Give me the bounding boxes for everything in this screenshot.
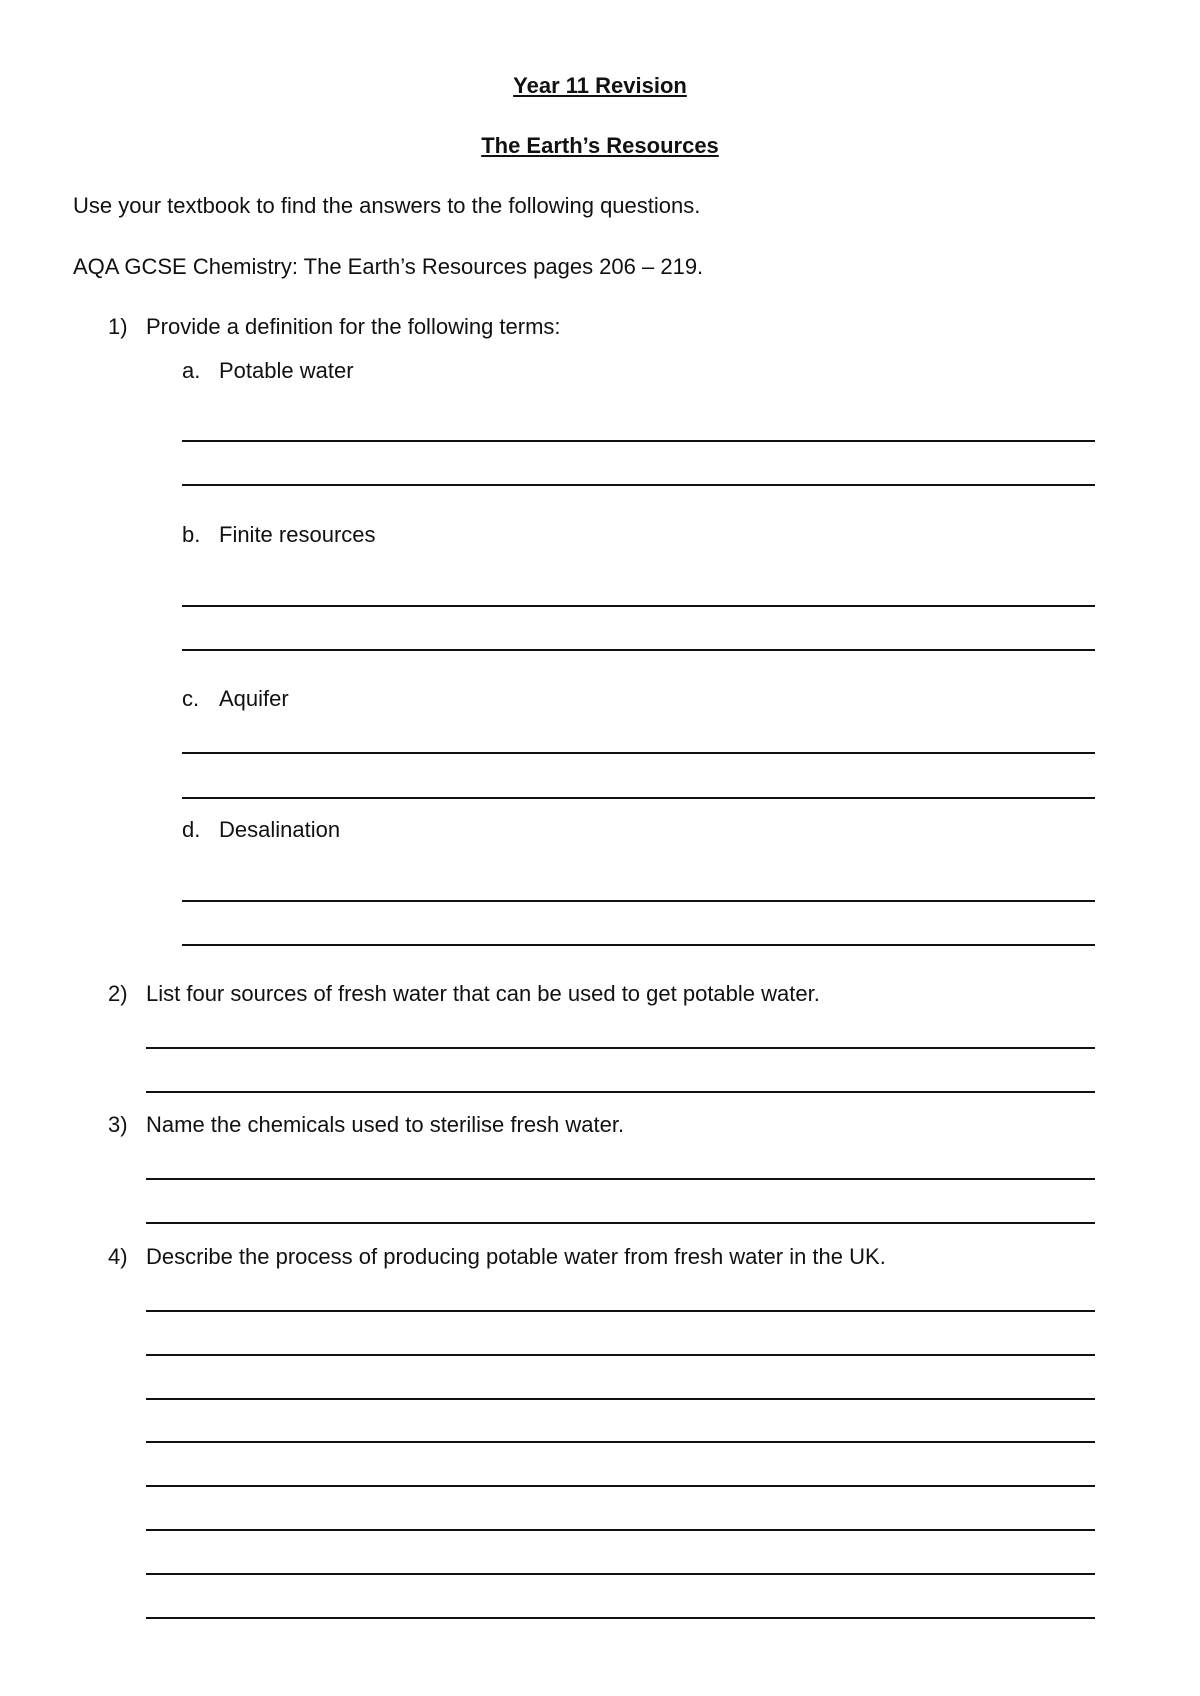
- answer-line[interactable]: [182, 752, 1095, 754]
- reference-text: AQA GCSE Chemistry: The Earth’s Resources pages 206 – 219.: [73, 254, 704, 279]
- part-term: Aquifer: [219, 686, 289, 711]
- part-term: Desalination: [219, 817, 341, 842]
- question-text: Provide a definition for the following terms:: [146, 314, 561, 339]
- page-title: Year 11 Revision: [513, 73, 687, 98]
- instruction-text: Use your textbook to find the answers to the following questions.: [73, 193, 701, 218]
- question-text: Name the chemicals used to sterilise fresh water.: [146, 1112, 625, 1137]
- answer-line[interactable]: [146, 1617, 1095, 1619]
- answer-line[interactable]: [146, 1398, 1095, 1400]
- question-number: 3): [108, 1112, 128, 1137]
- part-letter: b.: [182, 522, 201, 547]
- answer-line[interactable]: [182, 649, 1095, 651]
- answer-line[interactable]: [146, 1441, 1095, 1443]
- answer-line[interactable]: [182, 797, 1095, 799]
- question-number: 1): [108, 314, 128, 339]
- answer-line[interactable]: [182, 900, 1095, 902]
- answer-line[interactable]: [146, 1573, 1095, 1575]
- page-subtitle: The Earth’s Resources: [481, 133, 719, 158]
- answer-line[interactable]: [146, 1047, 1095, 1049]
- answer-line[interactable]: [146, 1485, 1095, 1487]
- question-number: 4): [108, 1244, 128, 1269]
- answer-line[interactable]: [182, 484, 1095, 486]
- answer-line[interactable]: [182, 944, 1095, 946]
- question-text: Describe the process of producing potable water from fresh water in the UK.: [146, 1244, 886, 1269]
- part-term: Potable water: [219, 358, 354, 383]
- answer-line[interactable]: [182, 440, 1095, 442]
- part-letter: c.: [182, 686, 200, 711]
- answer-line[interactable]: [146, 1529, 1095, 1531]
- answer-line[interactable]: [146, 1354, 1095, 1356]
- answer-line[interactable]: [146, 1310, 1095, 1312]
- part-letter: a.: [182, 358, 201, 383]
- answer-line[interactable]: [146, 1178, 1095, 1180]
- part-letter: d.: [182, 817, 201, 842]
- answer-line[interactable]: [146, 1091, 1095, 1093]
- answer-line[interactable]: [182, 605, 1095, 607]
- question-number: 2): [108, 981, 128, 1006]
- part-term: Finite resources: [219, 522, 376, 547]
- question-text: List four sources of fresh water that can be used to get potable water.: [146, 981, 820, 1006]
- answer-line[interactable]: [146, 1222, 1095, 1224]
